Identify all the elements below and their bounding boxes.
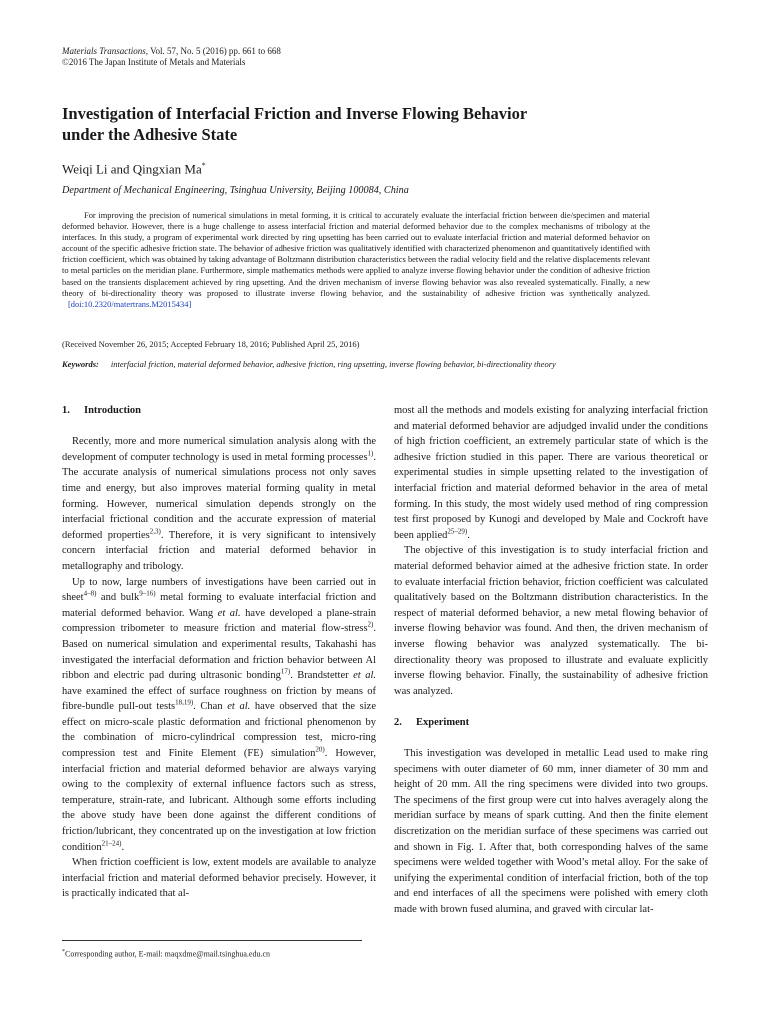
- text-run: have observed that the size effect on micro-scale plastic deformation and frictional phenomenon by the combination of micro-cylindrical compression test, micro-ring compression test and Finite Element (FE) simulation: [62, 701, 377, 760]
- keywords: [62, 359, 702, 370]
- text-run: Up to now, large numbers of investigations have been carried out in sheet: [62, 576, 376, 604]
- text-run: . Chan: [193, 701, 228, 713]
- text-run: . The accurate analysis of numerical simulations process not only saves time and energy, but also improves material forming quality in metal forming. However, numerical simulation depends strongly on the interfacial frictional condition and the accurate expression of material deformed properties: [62, 451, 376, 541]
- paragraph: This investigation was developed in metallic Lead used to make ring specimens with outer diameter of 60 mm, inner diameter of 30 mm and height of 20 mm. All the ring specimens were divided into two groups. The specimens of the first group were cut into halves averagely along the meridian surface by means of spark cutting. And then the finite element discretization on the meridian surface of these specimens was carried out and shown in Fig. 1. After that, both corresponding halves of the same specimens were welded together with Wood’s metal alloy. For the sake of unifying the experimental condition of interfacial friction, both of the top and end interfaces of all the specimens were polished with emery cloth made with brown fused alumina, and graved with circular lat-: [394, 748, 708, 915]
- citation-ref: 25–29): [447, 527, 468, 536]
- journal-volume: , Vol. 57, No. 5 (2016) pp. 661 to 668: [145, 46, 281, 56]
- text-run: .: [121, 841, 125, 853]
- journal-name: Materials Transactions: [62, 46, 146, 56]
- footnote-divider: [62, 940, 362, 941]
- text-run: . However, interfacial friction and material deformed behavior are always varying owing to the complexity of external influence factors such as stress, temperature, strain-rate, and lubricant. Although some efforts including the above study have been done against the different conditions of friction/lubricant, they concentrated up on the investigation at low friction condition: [62, 748, 376, 853]
- doi-link[interactable]: [doi:10.2320/matertrans.M2015434]: [68, 298, 192, 309]
- citation-ref: 20): [315, 745, 325, 754]
- paragraph: The objective of this investigation is to study interfacial friction and material deformed behavior aimed at the adhesive friction state. In order to evaluate interfacial friction behavior, friction coefficient was calculated qualitatively based on the Boltzmann distribution characteristics. In the respect of material deformed behavior, a new metal flowing behavior of inverse flowing behavior was found. And then, the driven mechanism of inverse flowing behavior was analyzed systematically. The bi-directionality theory was proposed to illustrate and evaluate explicitly inverse flowing behavior. Finally, the sustainability of adhesive friction was analyzed.: [394, 545, 708, 697]
- citation-ref: 2,3): [149, 527, 161, 536]
- et-al: et al.: [217, 607, 241, 619]
- footnote: [62, 947, 372, 960]
- publication-dates: (Received November 26, 2015; Accepted February 18, 2016; Published April 25, 2016): [62, 339, 360, 349]
- paper-title: [62, 103, 702, 145]
- corresponding-author-mark: *: [201, 161, 206, 170]
- left-column: [62, 403, 376, 902]
- right-column: [394, 403, 708, 918]
- author-names: Weiqi Li and Qingxian Ma: [62, 161, 202, 177]
- et-al: et al.: [353, 670, 376, 682]
- text-run: have developed a plane-strain compression tribometer to measure friction and material flow-stress: [62, 607, 377, 635]
- citation-ref: 9–16): [139, 589, 156, 598]
- abstract-text: For improving the precision of numerical simulations in metal forming, it is critical to accurately evaluate the interfacial friction between die/specimen and material deformed behavior. However, there is a huge challenge to assess interfacial friction and material deformed behavior due to the complex mechanisms of tribology at the interfaces. In this study, a program of experimental work directed by ring upsetting has been carried out to evaluate interfacial friction and material deformed behavior on account of the specific adhesive friction state. The behavior of adhesive friction was qualitatively identified with characterized phenomenon and quantitatively identified with friction coefficient, which was obtained by taking advantage of Boltzmann distribution characteristics between the radial velocity field and the relative displacements relevant to metal particles on the meridian plane. Furthermore, simple mathematics methods were applied to analyze inverse flowing behavior under the condition of adhesive friction based on the transients displacement achieved by ring upsetting. And the driven mechanism of inverse flowing behavior was also revealed systematically. Finally, a new theory of bi-directionality theory was proposed to illustrate inverse flowing behavior, and the sustainability of adhesive friction was synthetically analyzed.: [62, 210, 650, 298]
- keywords-text: interfacial friction, material deformed behavior, adhesive friction, ring upsetting, inverse flowing behavior, bi-directionality theory: [110, 359, 556, 369]
- citation-ref: 4–8): [83, 589, 97, 598]
- et-al: et al.: [227, 701, 251, 713]
- citation-ref: 21–24): [101, 839, 122, 848]
- affiliation: Department of Mechanical Engineering, Tsinghua University, Beijing 100084, China: [62, 185, 409, 196]
- footnote-text: Corresponding author, E-mail: maqxdme@mail.tsinghua.edu.cn: [65, 949, 271, 959]
- section-title: Introduction: [84, 405, 141, 416]
- text-run: . Based on numerical simulation and experimental results, Takahashi has investigated the interfacial deformation and friction behavior between Al ribbon and electric pad during ultrasonic bonding: [62, 623, 376, 682]
- citation-ref: 1): [367, 449, 374, 458]
- keywords-label: Keywords:: [62, 359, 99, 369]
- paragraph: [62, 434, 376, 574]
- section-number: 1.: [62, 405, 70, 416]
- section-heading-introduction: [62, 403, 376, 419]
- text-run: . Therefore, it is very significant to intensively concern interfacial friction and material deformed behavior in metallography and tribology.: [62, 529, 376, 572]
- journal-header: [62, 46, 702, 68]
- citation-ref: 17): [280, 667, 291, 676]
- text-run: Recently, more and more numerical simulation analysis along with the development of computer technology is used in metal forming processes: [62, 436, 376, 463]
- paragraph: When friction coefficient is low, extent models are available to analyze interfacial friction and material deformed behavior precisely. However, it is practically indicated that al-: [62, 857, 376, 900]
- text-run: .: [467, 529, 470, 541]
- text-run: have examined the effect of surface roughness on friction by means of fibre-bundle pull-out tests: [62, 685, 376, 713]
- text-run: and bulk: [96, 592, 140, 604]
- text-run: metal forming to evaluate interfacial friction and material deformed behavior. Wang: [62, 592, 376, 619]
- journal-copyright: ©2016 The Japan Institute of Metals and Materials: [62, 57, 246, 67]
- section-heading-experiment: [394, 715, 708, 731]
- paragraph: [394, 403, 708, 543]
- section-title: Experiment: [416, 716, 470, 728]
- paper-title-line2: under the Adhesive State: [62, 125, 238, 144]
- citation-ref: 2): [367, 620, 374, 629]
- text-run: . Brandstetter: [290, 670, 354, 682]
- journal-citation: [62, 46, 702, 57]
- abstract: [62, 210, 650, 310]
- text-run: most all the methods and models existing for analyzing interfacial friction and material deformed behavior are adjudged invalid under the conditions of high friction coefficient, an extremely particular state of which is the adhesive friction studied in this paper. There are various theoretical or experimental studies in simple upsetting related to the investigation of interfacial friction and material deformed behavior in the area of metal forming. In this study, the most widely used method of ring compression test first proposed by Kunogi and developed by Male and Cockroft have been applied: [394, 405, 708, 541]
- citation-ref: 18,19): [175, 698, 194, 707]
- paragraph: [62, 575, 376, 856]
- footnote-mark: *: [62, 949, 65, 955]
- paper-title-line1: Investigation of Interfacial Friction and Inverse Flowing Behavior: [62, 104, 528, 123]
- author-list: [62, 158, 702, 177]
- section-number: 2.: [394, 716, 402, 728]
